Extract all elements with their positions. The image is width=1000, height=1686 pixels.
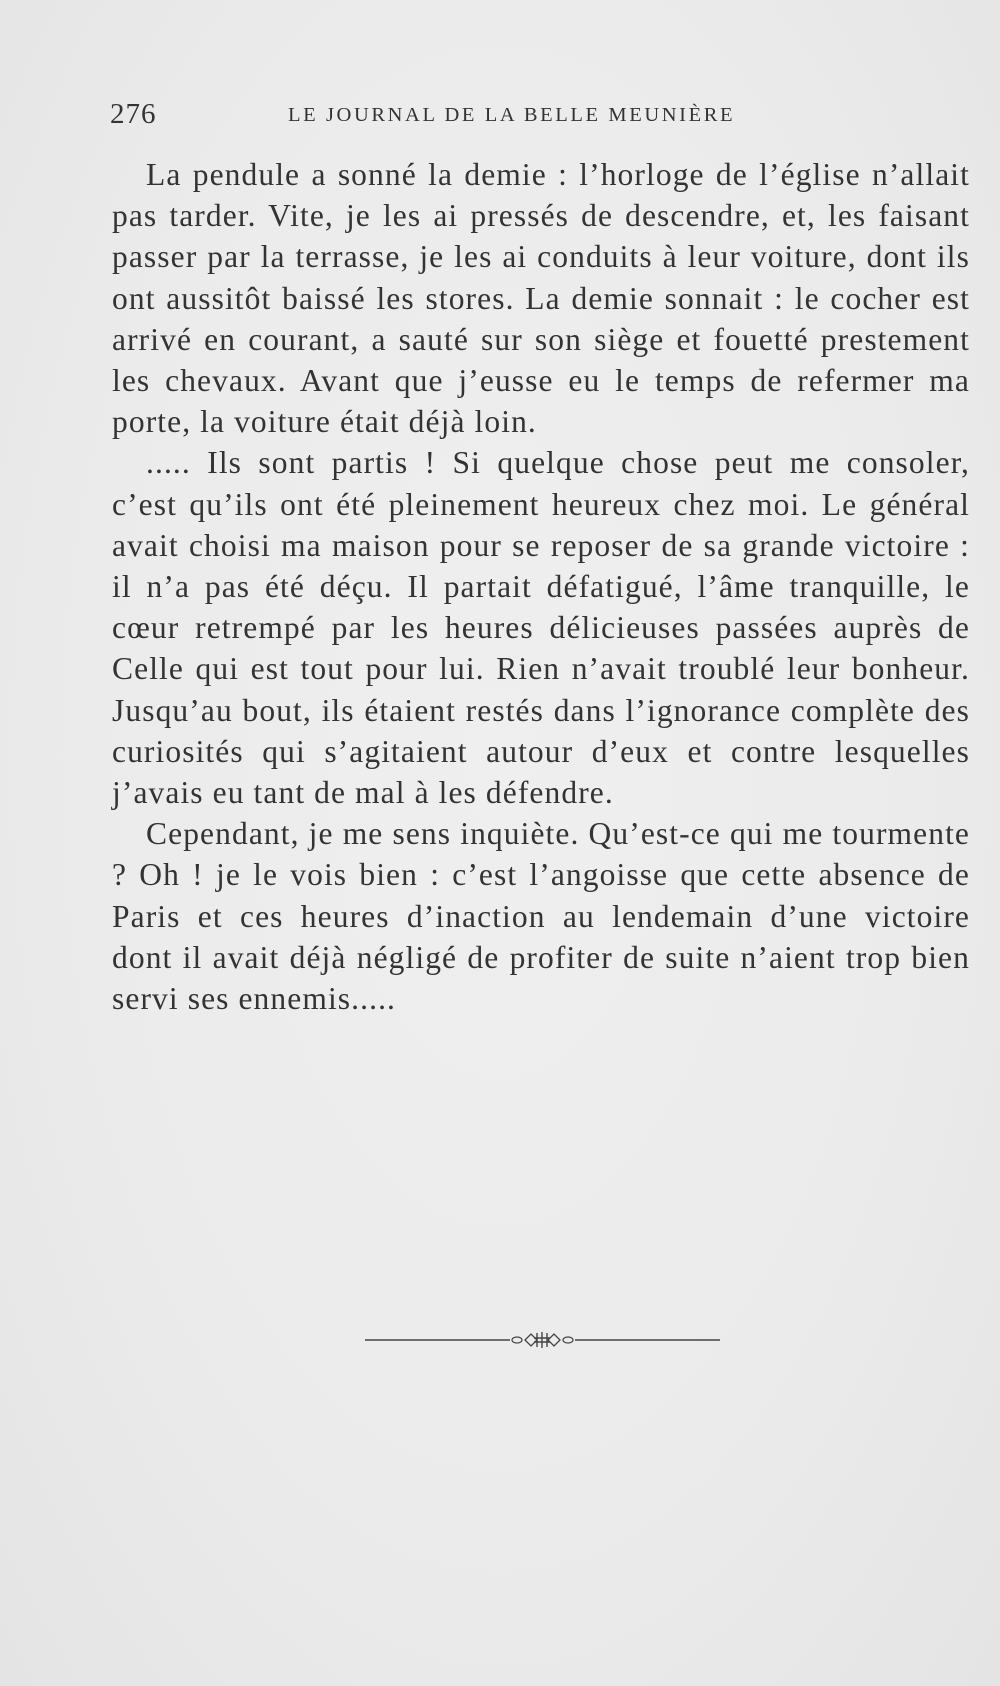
running-head [110,98,980,134]
paragraph-2: ..... Ils sont partis ! Si quelque chose peut me consoler, c’est qu’ils ont été pleinement heureux chez moi. Le général avait choisi ma maison pour se reposer de sa grande victoire : il n’a pas été déçu. Il partait défatigué, l’âme tranquille, le cœur retrempé par les heures délicieuses passées auprès de Celle qui est tout pour lui. Rien n’avait troublé leur bonheur. Jusqu’au bout, ils étaient restés dans l’ignorance complète des curiosités qui s’agitaient autour d’eux et contre lesquelles j’avais eu tant de mal à les défendre. [112,445,970,811]
body-text [112,154,970,1019]
paragraph-3: Cependant, je me sens inquiète. Qu’est-ce qui me tourmente ? Oh ! je le vois bien : c’est l’angoisse que cette absence de Paris et ces heures d’inaction au lendemain d’une victoire dont il avait déjà négligé de profiter de suite n’aient trop bien servi ses ennemis..... [112,816,970,1017]
running-title: LE JOURNAL DE LA BELLE MEUNIÈRE [288,104,736,126]
cul-de-lampe-ornament-icon [365,1329,720,1351]
paragraph-1: La pendule a sonné la demie : l’horloge de l’église n’allait pas tarder. Vite, je les ai pressés de descendre, et, les faisant passer par la terrasse, je les ai conduits à leur voiture, dont ils ont aussitôt baissé les stores. La demie sonnait : le cocher est arrivé en courant, a sauté sur son siège et fouetté prestement les chevaux. Avant que j’eusse eu le temps de refermer ma porte, la voiture était déjà loin. [112,157,970,440]
page-number: 276 [110,98,157,130]
